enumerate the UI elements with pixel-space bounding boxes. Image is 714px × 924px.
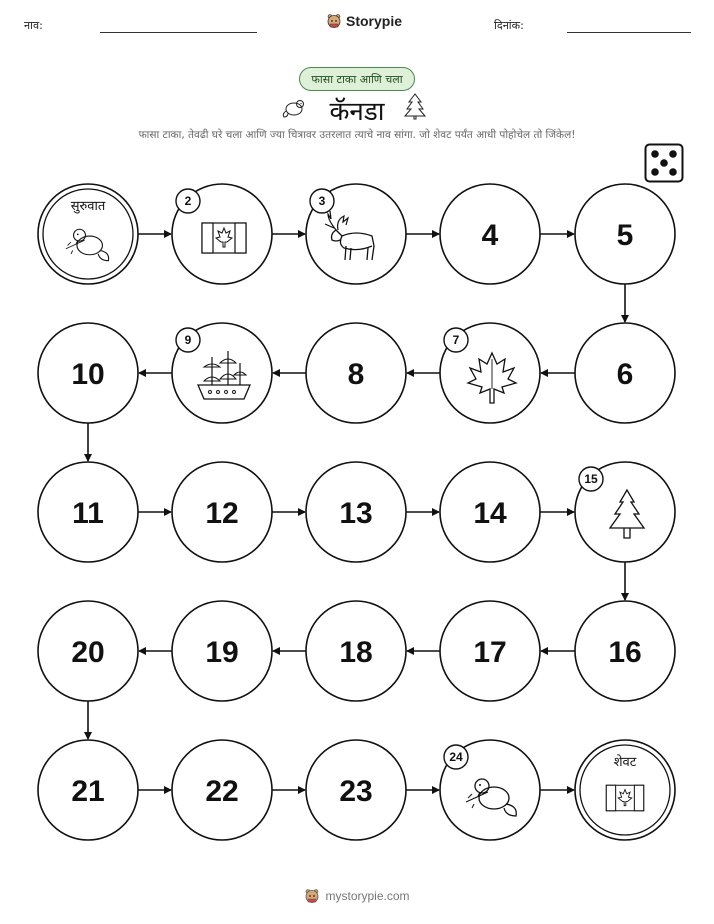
cell-number: 16 [608, 636, 642, 669]
name-label: नाव: [24, 19, 43, 32]
board-cell-5[interactable] [575, 184, 675, 284]
cell-number: 17 [473, 636, 507, 669]
cell-number: 8 [347, 358, 365, 391]
cell-number: 19 [205, 636, 239, 669]
canada-flag-icon [606, 785, 643, 811]
cell-number: 24 [449, 750, 463, 764]
board-cell-25[interactable] [575, 740, 675, 840]
board-cell-6[interactable] [575, 323, 675, 423]
storypie-mascot-icon [304, 888, 320, 904]
cell-label: शेवट [613, 755, 637, 770]
cell-number: 15 [584, 472, 598, 486]
board-cell-1[interactable] [38, 184, 138, 284]
board-cell-14[interactable] [440, 462, 540, 562]
board-cell-4[interactable] [440, 184, 540, 284]
board-cell-8[interactable] [306, 323, 406, 423]
game-badge: फासा टाका आणि चला [299, 67, 415, 91]
page-title: कॅनडा [329, 97, 385, 127]
board-cell-15[interactable] [575, 462, 675, 562]
board-cell-17[interactable] [440, 601, 540, 701]
cell-number: 14 [473, 497, 507, 530]
cell-number: 2 [184, 194, 192, 208]
date-label: दिनांक: [494, 19, 524, 32]
board-cell-16[interactable] [575, 601, 675, 701]
footer-url[interactable]: mystorypie.com [325, 889, 410, 903]
cell-label: सुरुवात [70, 199, 106, 214]
board-cell-2[interactable] [172, 184, 272, 284]
cell-number: 3 [318, 194, 326, 208]
board-cell-11[interactable] [38, 462, 138, 562]
cell-number: 21 [71, 775, 105, 808]
cell-number: 11 [72, 497, 104, 530]
footer [0, 888, 714, 904]
brand-name: Storypie [346, 13, 403, 29]
board-cell-19[interactable] [172, 601, 272, 701]
cell-number: 23 [339, 775, 373, 808]
cell-number: 12 [205, 497, 239, 530]
board-cell-21[interactable] [38, 740, 138, 840]
cell-number: 6 [616, 358, 634, 391]
board-cell-12[interactable] [172, 462, 272, 562]
board-cell-24[interactable] [440, 740, 540, 840]
board-cell-9[interactable] [172, 323, 272, 423]
board-cell-23[interactable] [306, 740, 406, 840]
board-cell-20[interactable] [38, 601, 138, 701]
instructions: फासा टाका, तेवढी घरे चला आणि ज्या चित्रावर उतरलात त्याचे नाव सांगा. जो शेवट पर्यंत आधी पोहोचेल तो जिंकेल! [138, 129, 576, 141]
cell-number: 4 [481, 219, 499, 252]
board-cell-13[interactable] [306, 462, 406, 562]
cell-number: 5 [616, 219, 634, 252]
cell-number: 20 [71, 636, 105, 669]
board-cell-18[interactable] [306, 601, 406, 701]
cell-number: 13 [339, 497, 373, 530]
canada-flag-icon [202, 223, 246, 253]
cell-number: 22 [205, 775, 239, 808]
cell-number: 10 [71, 358, 105, 391]
cell-number: 18 [339, 636, 373, 669]
board-cell-10[interactable] [38, 323, 138, 423]
cell-number: 9 [184, 333, 192, 347]
cell-number: 7 [452, 333, 460, 347]
board-cell-7[interactable] [440, 323, 540, 423]
board-cell-3[interactable] [306, 184, 406, 284]
board-cell-22[interactable] [172, 740, 272, 840]
